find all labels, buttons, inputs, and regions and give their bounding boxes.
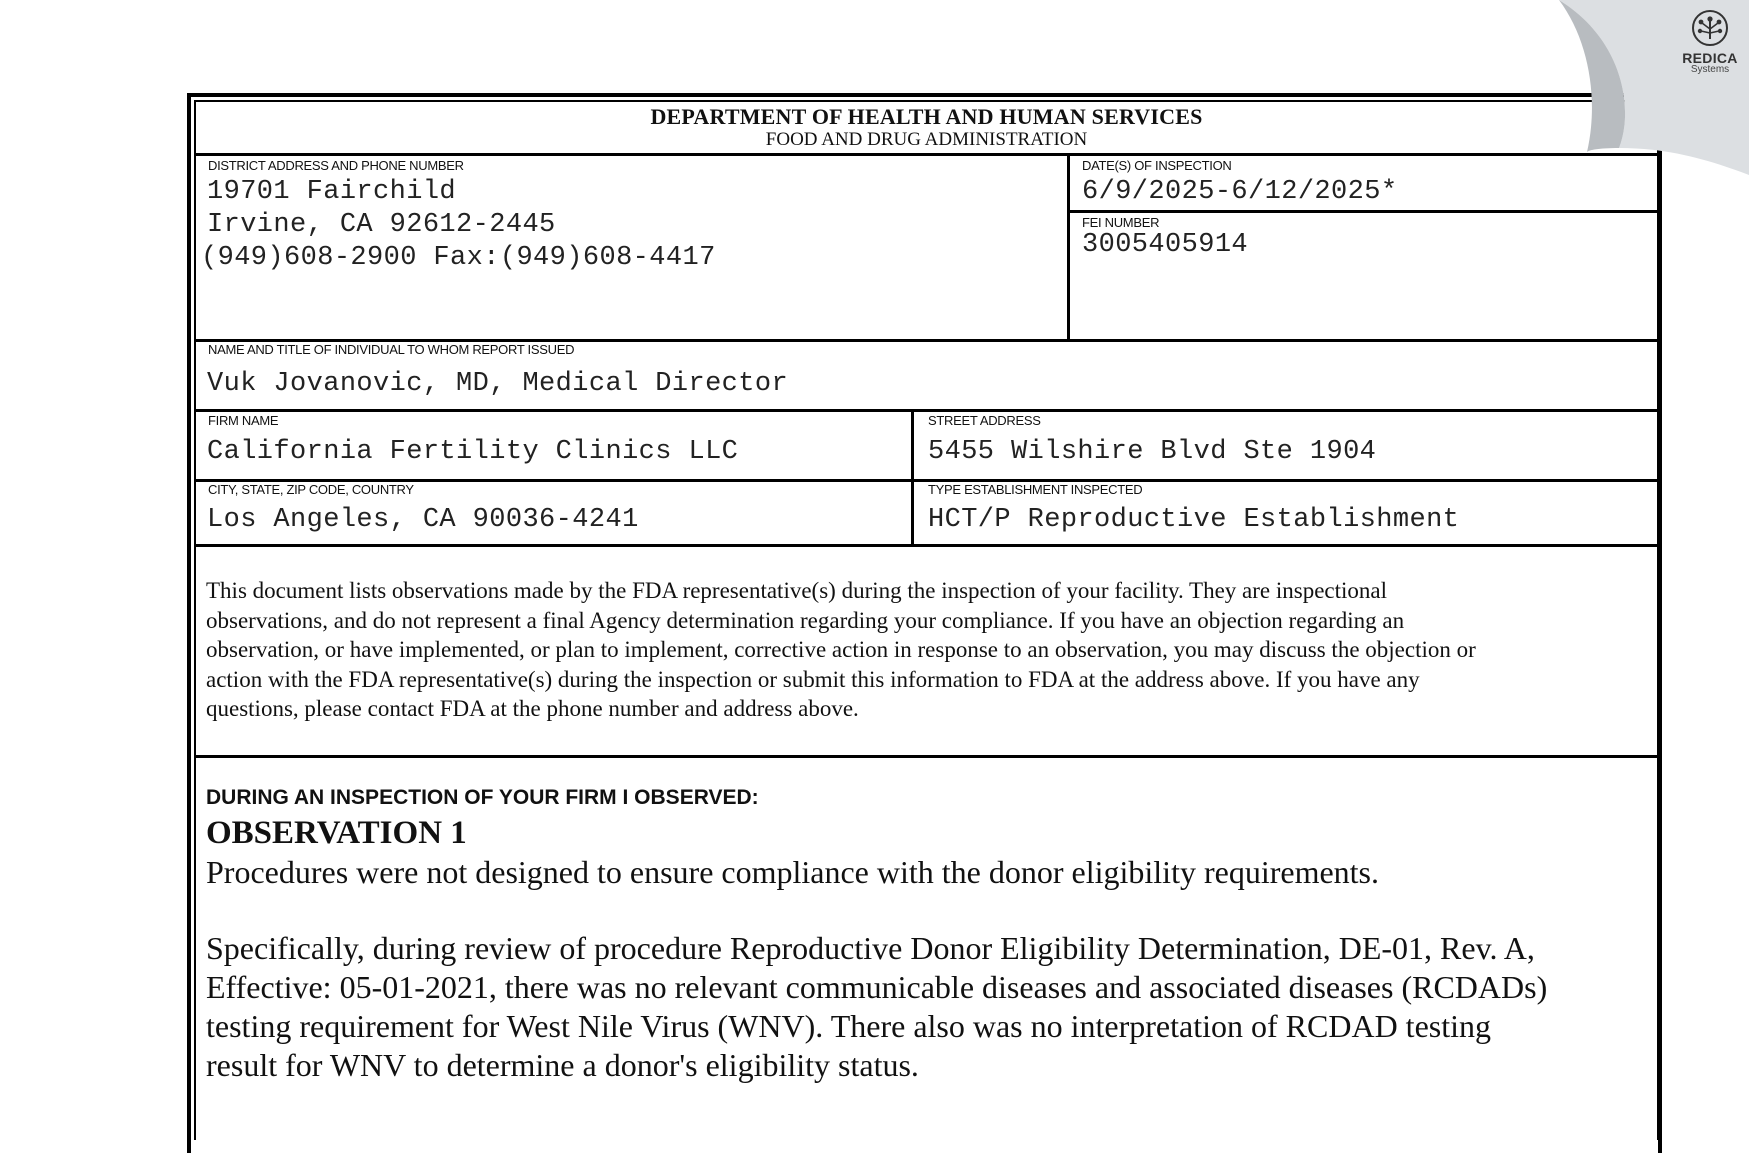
district-line1: 19701 Fairchild: [207, 177, 457, 207]
fei-label: FEI NUMBER: [1082, 215, 1160, 230]
city-value: Los Angeles, CA 90036-4241: [207, 505, 639, 535]
divider: [194, 153, 1659, 156]
observation-summary: Procedures were not designed to ensure compliance with the donor eligibility requirements.: [206, 854, 1379, 890]
divider: [194, 755, 1659, 758]
notice-line: observations, and do not represent a final Agency determination regarding your compliance. If you have an objection regarding an: [206, 607, 1405, 633]
notice-line: action with the FDA representative(s) during the inspection or submit this information to FDA at the address above. If you have any: [206, 666, 1420, 692]
observation-detail-line: Effective: 05-01-2021, there was no relevant communicable diseases and associated diseases (RCDADs): [206, 969, 1548, 1005]
agency-title: FOOD AND DRUG ADMINISTRATION: [765, 129, 1088, 150]
district-line2: Irvine, CA 92612-2445: [207, 210, 556, 240]
notice-paragraph: [206, 576, 1646, 724]
observation-detail: [206, 929, 1666, 1085]
observation-detail-line: testing requirement for West Nile Virus (WNV). There also was no interpretation of RCDAD testing: [206, 1008, 1491, 1044]
department-title: DEPARTMENT OF HEALTH AND HUMAN SERVICES: [650, 104, 1203, 129]
district-label: DISTRICT ADDRESS AND PHONE NUMBER: [208, 158, 464, 173]
establishment-value: HCT/P Reproductive Establishment: [928, 505, 1460, 535]
logo-name: REDICA: [1682, 50, 1738, 66]
street-value: 5455 Wilshire Blvd Ste 1904: [928, 437, 1377, 467]
divider: [911, 409, 914, 547]
divider: [1067, 153, 1070, 341]
observation-detail-line: Specifically, during review of procedure Reproductive Donor Eligibility Determination, DE-01, Rev. A,: [206, 930, 1535, 966]
divider: [194, 544, 1659, 547]
observation-title: OBSERVATION 1: [206, 815, 467, 851]
inspection-dates-value: 6/9/2025-6/12/2025*: [1082, 177, 1398, 207]
notice-line: This document lists observations made by the FDA representative(s) during the inspection of your facility. They are inspectional: [206, 578, 1388, 603]
logo-subtitle: Systems: [1690, 64, 1730, 75]
redica-tree-icon: [1691, 9, 1729, 47]
inspection-dates-label: DATE(S) OF INSPECTION: [1082, 158, 1232, 173]
city-label: CITY, STATE, ZIP CODE, COUNTRY: [208, 482, 414, 497]
individual-value: Vuk Jovanovic, MD, Medical Director: [207, 369, 789, 399]
divider: [1067, 210, 1659, 213]
individual-label: NAME AND TITLE OF INDIVIDUAL TO WHOM REPORT ISSUED: [208, 342, 575, 357]
notice-line: questions, please contact FDA at the phone number and address above.: [206, 696, 859, 721]
firm-value: California Fertility Clinics LLC: [207, 437, 739, 467]
establishment-label: TYPE ESTABLISHMENT INSPECTED: [928, 482, 1143, 497]
divider: [194, 409, 1659, 412]
observed-heading: DURING AN INSPECTION OF YOUR FIRM I OBSERVED:: [206, 786, 759, 809]
notice-line: observation, or have implemented, or plan to implement, corrective action in response to an observation, you may discuss the objection or: [206, 637, 1476, 662]
firm-label: FIRM NAME: [208, 413, 279, 428]
district-phone: (949)608-2900 Fax:(949)608-4417: [201, 243, 716, 273]
street-label: STREET ADDRESS: [928, 413, 1041, 428]
fei-value: 3005405914: [1082, 230, 1249, 260]
observation-detail-line: result for WNV to determine a donor's eligibility status.: [206, 1047, 919, 1083]
